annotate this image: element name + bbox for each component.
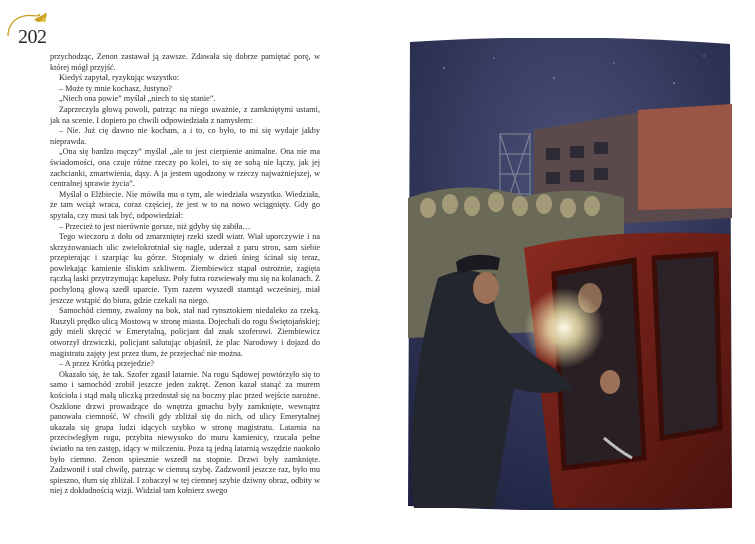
night-street-car-illustration <box>404 38 734 510</box>
paragraph: Samochód ciemny, zwalony na bok, stał nad rynsztokiem niedaleko za rzeką. Ruszyli prędko ulicą Mostową w stronę miasta. Dojechali do rogu Świętojańskiej; gdy mieli skręcić w Emerytalną, policjant dał znak szoferowi. Ziembiewicz otworzył drzwiczki, policjant salutując objaśnił, że plac Narodowy i dojazd do magistratu zajęty jest przez tłum, że przejechać nie można. <box>50 306 320 358</box>
paragraph: – A przez Krótką przejedzie? <box>59 359 155 369</box>
paragraph: – Nie. Już cię dawno nie kocham, a i to, co było, to mi się wydaje jakby nieprawda. <box>50 126 320 146</box>
paragraph: Tego wieczoru z dołu od zmarzniętej rzeki szedł wiatr. Wiał uporczywie i na skrzyżowaniach ulic zwielokrotniał się nagle, uderzał z paru stron, sam siebie przepierając i szarpiąc ku górze. Stopniały w dzień śnieg ścinał się teraz, powlekając kamienie śliskim szkliwem. Ziembiewicz stąpał ostrożnie, zagięta rączką laski przytrzymując kapelusz. Poły futra rozwiewały mu się na kolanach. Z pochyloną głową szedł uparcie. Tym razem wyszedł stamtąd wcześniej, miał jeszcze wstąpić do biura, gdzie czekali na niego. <box>50 232 320 305</box>
paragraph: Myślał o Elżbiecie. Nie mówiła mu o tym, ale wiedziała wszystko. Wiedziała, że tam wciąż wraca, coraz częściej, że jest w to na nowo wciągnięty. Gdy go spytała, czy musi tak być, odpowiedział: <box>50 189 320 220</box>
body-text <box>50 52 320 522</box>
paragraph: Zaprzeczyła głową powoli, patrząc na niego uważnie, z zamkniętymi ustami, jak na scenie. I dopiero po chwili odpowiedziała z namysłem: <box>50 104 320 125</box>
page-number <box>4 24 50 50</box>
page-number-label: 202 <box>18 26 47 48</box>
paragraph: Okazało się, że tak. Szofer zgasił latarnie. Na rogu Sądowej powtórzyło się to samo i samochód zrobił jeszcze jeden zakręt. Zenon kazał stanąć za murem kościoła i stąd małą uliczką przedostał się na boczny plac przed wejście narożne. Oszklone drzwi prowadzące do wnętrza gmachu były zamknięte, wewnątrz panowała ciemność. W chwili gdy zbliżał się do nich, od ulicy Emerytalnej ukazała się grupa ludzi idących szybko w stronę magistratu. Latarnia na przeciwległym rogu, przybita niewysoko do muru kamienicy, rzucała pełne światło na ten zastęp, idący w milczeniu. Poza tą jedną latarnią wszędzie naokoło było ciemno. Zenon spiesznie wszedł na stopnie. Drzwi były zamknięte. Zadzwonił i stał chwilę, patrząc w ciemną szybę. Zadzwonił jeszcze raz, było mu spieszno, tłum się zbliżał. I zobaczył w tej ciemnej szybie dziwny obraz, odbity w niej z dokładnością wizji. Widział tam kołnierz swego <box>50 369 320 496</box>
paragraph: przychodząc, Zenon zastawał ją zawsze. Zdawała się dobrze pamiętać porę, w której mógł przyjść. <box>50 52 320 72</box>
paragraph: – Może ty mnie kochasz, Justyno? <box>59 83 172 93</box>
paragraph: – Przecież to jest nierównie gorsze, niż gdyby się zabiła… <box>59 221 251 231</box>
paragraph: Kiedyś zapytał, ryzykując wszystko: <box>59 73 180 83</box>
paragraph: „Niech ona powie” myślał „niech to się stanie”. <box>59 94 216 104</box>
paragraph: „Ona się bardzo męczy” myślał „ale to jest cierpienie animalne. Ona nie ma świadomości, ona czuje różne rzeczy po kolei, to się ze sobą nie łączy, jak jej zachcianki, zmartwienia, dąsy. A ja jestem ugodzony w rzeczy najważniejszej, w centralnej sprawie życia”. <box>50 147 320 189</box>
